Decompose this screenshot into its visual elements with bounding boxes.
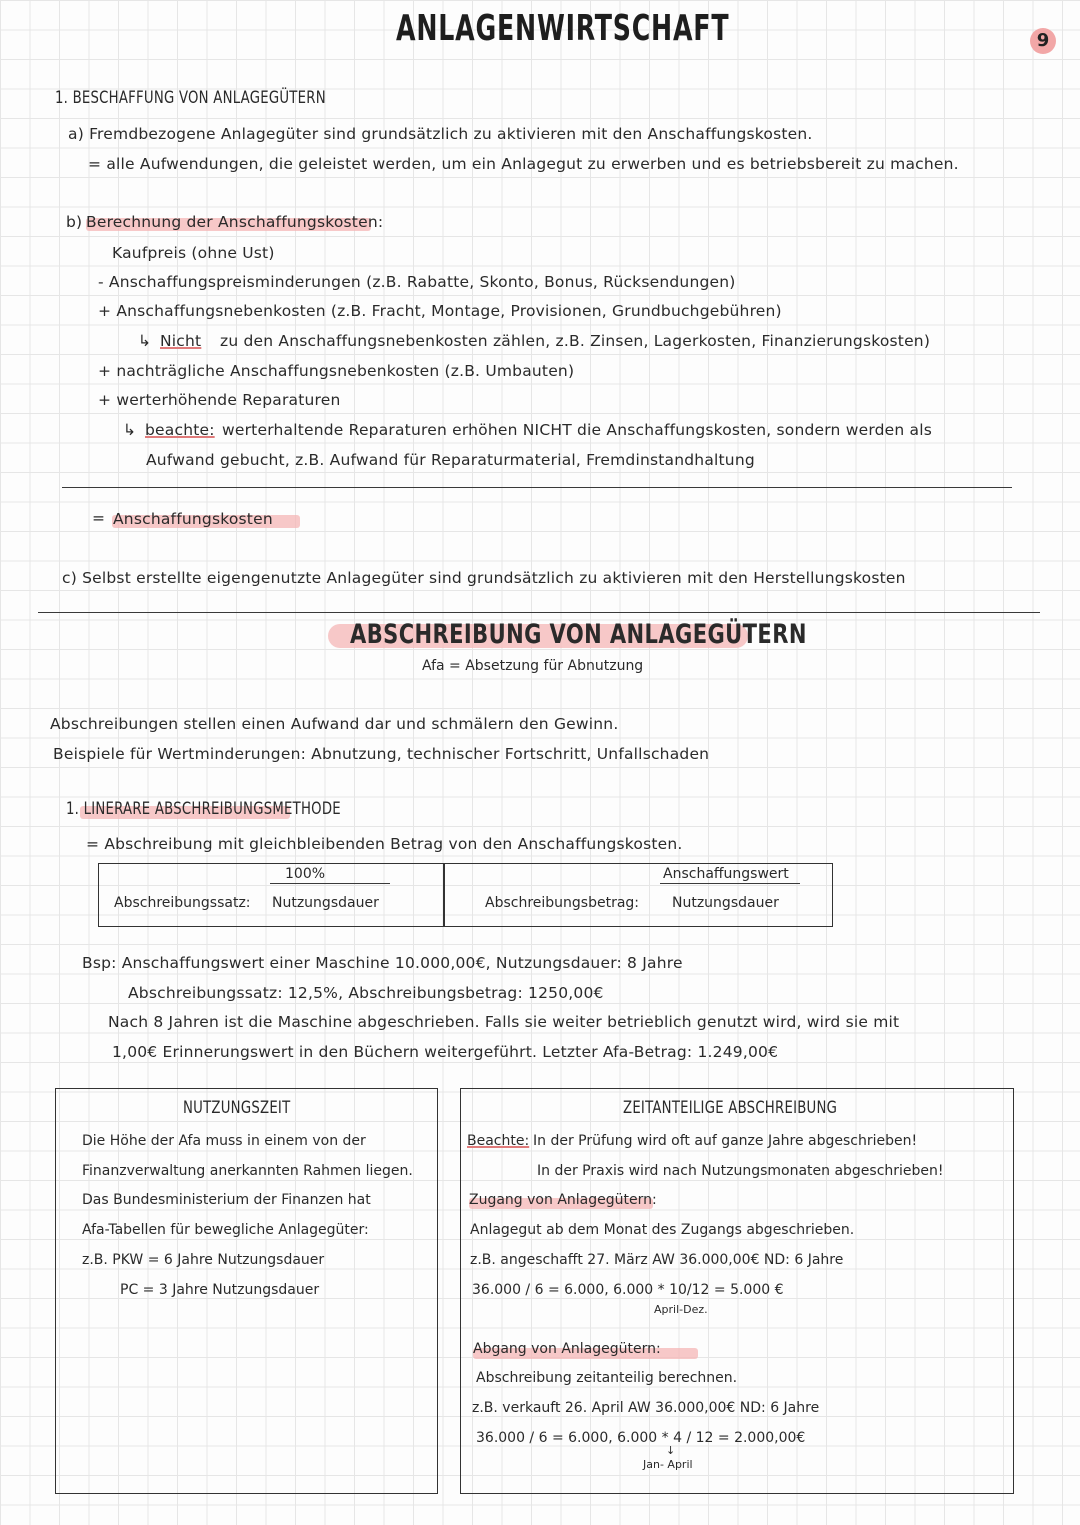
calc-line-nachtraeglich: + nachträgliche Anschaffungsnebenkosten (z.B. Umbauten) <box>98 362 575 380</box>
nutzungszeit-line-1: Die Höhe der Afa muss in einem von der <box>82 1133 366 1149</box>
formula-divider <box>443 863 445 927</box>
sum-line <box>62 487 1012 488</box>
example-line-3: Nach 8 Jahren ist die Maschine abgeschrieben. Falls sie weiter betrieblich genutzt wird, wird sie mit <box>108 1013 900 1031</box>
zeitanteilig-beachte: Beachte: <box>467 1133 530 1149</box>
fraction-bar-1 <box>270 883 390 884</box>
formula-satz-label: Abschreibungssatz: <box>114 895 251 911</box>
intro-line-1: Abschreibungen stellen einen Aufwand dar und schmälern den Gewinn. <box>50 715 619 733</box>
section1-c: c) Selbst erstellte eigengenutzte Anlagegüter sind grundsätzlich zu aktivieren mit den Herstellungskosten <box>62 569 906 587</box>
linear-heading: 1. LINERARE ABSCHREIBUNGSMETHODE <box>66 799 341 819</box>
arrow-prefix: ↳ <box>138 332 152 350</box>
result-anschaffungskosten: Anschaffungskosten <box>113 510 273 528</box>
beachte-word: beachte: <box>145 421 215 439</box>
example-line-1: Bsp: Anschaffungswert einer Maschine 10.000,00€, Nutzungsdauer: 8 Jahre <box>82 954 683 972</box>
abgang-note: Jan- April <box>643 1458 693 1471</box>
formula-betrag-denominator: Nutzungsdauer <box>672 895 779 911</box>
arrow-prefix-2: ↳ <box>123 421 137 439</box>
section1-b-label: b) <box>66 213 83 231</box>
abgang-line-3: 36.000 / 6 = 6.000, 6.000 * 4 / 12 = 2.000,00€ <box>476 1430 806 1446</box>
zugang-line-2: z.B. angeschafft 27. März AW 36.000,00€ ND: 6 Jahre <box>470 1252 844 1268</box>
zugang-heading: Zugang von Anlagegütern: <box>469 1192 657 1208</box>
section1-heading: 1. BESCHAFFUNG VON ANLAGEGÜTERN <box>55 88 326 108</box>
calc-line-nebenkosten: + Anschaffungsnebenkosten (z.B. Fracht, Montage, Provisionen, Grundbuchgebühren) <box>98 302 782 320</box>
afa-subtitle: Afa = Absetzung für Abnutzung <box>422 658 644 674</box>
section-divider <box>38 612 1040 613</box>
section1-a-definition: = alle Aufwendungen, die geleistet werden, um ein Anlagegut zu erwerben und es betriebsbereit zu machen. <box>88 155 959 173</box>
abgang-heading: Abgang von Anlagegütern: <box>473 1341 661 1357</box>
formula-betrag-label: Abschreibungsbetrag: <box>485 895 640 911</box>
abgang-line-1: Abschreibung zeitanteilig berechnen. <box>476 1370 738 1386</box>
zeitanteilig-heading: ZEITANTEILIGE ABSCHREIBUNG <box>623 1098 838 1118</box>
abgang-line-2: z.B. verkauft 26. April AW 36.000,00€ ND: 6 Jahre <box>472 1400 820 1416</box>
nutzungszeit-line-3: Das Bundesministerium der Finanzen hat <box>82 1192 371 1208</box>
zeitanteilig-line-1: In der Prüfung wird oft auf ganze Jahre abgeschrieben! <box>533 1133 918 1149</box>
formula-betrag-numerator: Anschaffungswert <box>663 866 789 882</box>
beachte-continuation: Aufwand gebucht, z.B. Aufwand für Reparaturmaterial, Fremdinstandhaltung <box>146 451 755 469</box>
section1-b-heading: Berechnung der Anschaffungskosten: <box>86 213 384 231</box>
nutzungszeit-line-4: Afa-Tabellen für bewegliche Anlagegüter: <box>82 1222 369 1238</box>
section2-heading: ABSCHREIBUNG VON ANLAGEGÜTERN <box>350 619 807 650</box>
calc-line-minderungen: - Anschaffungspreisminderungen (z.B. Rabatte, Skonto, Bonus, Rücksendungen) <box>98 273 736 291</box>
example-line-2: Abschreibungssatz: 12,5%, Abschreibungsbetrag: 1250,00€ <box>128 984 604 1002</box>
nutzungszeit-heading: NUTZUNGSZEIT <box>183 1098 291 1118</box>
zugang-line-3: 36.000 / 6 = 6.000, 6.000 * 10/12 = 5.000 € <box>472 1282 784 1298</box>
result-equals: = <box>92 509 106 527</box>
page-number-badge: 9 <box>1030 28 1056 54</box>
formula-satz-denominator: Nutzungsdauer <box>272 895 379 911</box>
zeitanteilig-line-2: In der Praxis wird nach Nutzungsmonaten abgeschrieben! <box>537 1163 944 1179</box>
nutzungszeit-line-6: PC = 3 Jahre Nutzungsdauer <box>120 1282 320 1298</box>
zugang-line-1: Anlagegut ab dem Monat des Zugangs abgeschrieben. <box>470 1222 855 1238</box>
linear-definition: = Abschreibung mit gleichbleibenden Betrag von den Anschaffungskosten. <box>86 835 683 853</box>
abgang-arrow: ↓ <box>666 1444 676 1457</box>
formula-satz-numerator: 100% <box>285 866 326 882</box>
nutzungszeit-line-2: Finanzverwaltung anerkannten Rahmen liegen. <box>82 1163 413 1179</box>
nicht-word: Nicht <box>160 332 202 350</box>
intro-line-2: Beispiele für Wertminderungen: Abnutzung, technischer Fortschritt, Unfallschaden <box>53 745 710 763</box>
nicht-text: zu den Anschaffungsnebenkosten zählen, z.B. Zinsen, Lagerkosten, Finanzierungskosten) <box>220 332 931 350</box>
page-title: ANLAGENWIRTSCHAFT <box>396 8 730 49</box>
section1-a: a) Fremdbezogene Anlagegüter sind grundsätzlich zu aktivieren mit den Anschaffungskosten. <box>68 125 813 143</box>
nutzungszeit-line-5: z.B. PKW = 6 Jahre Nutzungsdauer <box>82 1252 325 1268</box>
example-line-4: 1,00€ Erinnerungswert in den Büchern weitergeführt. Letzter Afa-Betrag: 1.249,00€ <box>112 1043 779 1061</box>
fraction-bar-2 <box>660 883 800 884</box>
beachte-text: werterhaltende Reparaturen erhöhen NICHT die Anschaffungskosten, sondern werden als <box>222 421 933 439</box>
calc-line-kaufpreis: Kaufpreis (ohne Ust) <box>112 244 275 262</box>
zugang-note: April-Dez. <box>654 1303 708 1316</box>
calc-line-reparaturen: + werterhöhende Reparaturen <box>98 391 341 409</box>
